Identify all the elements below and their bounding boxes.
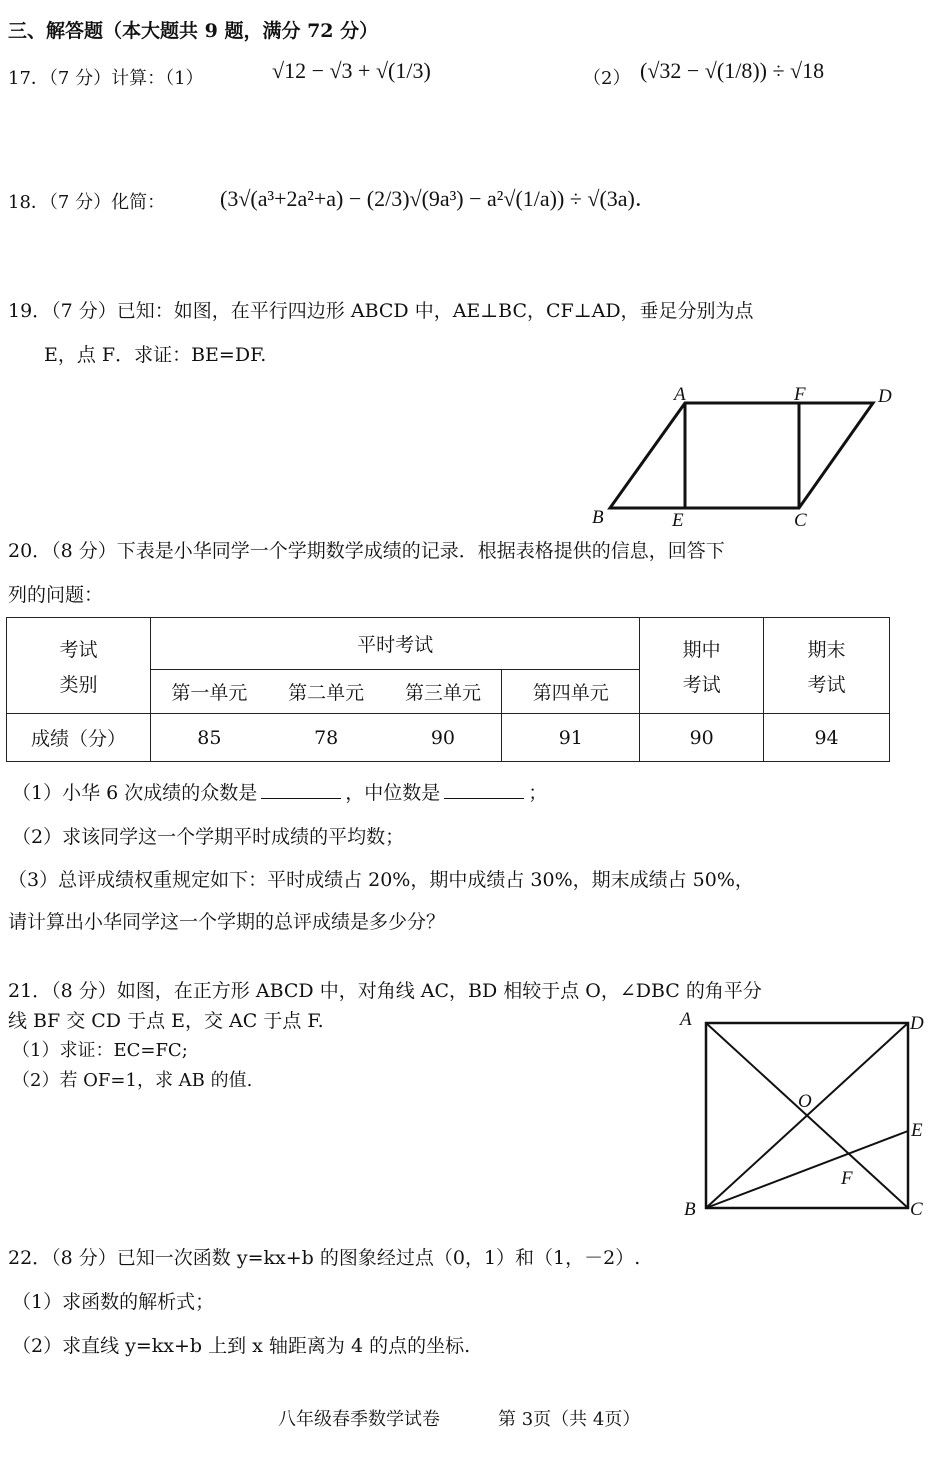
- section-heading: 三、解答题（本大题共 9 题，满分 72 分）: [8, 20, 379, 42]
- q20-line2: 列的问题：: [8, 584, 104, 606]
- label-b: B: [684, 1199, 696, 1220]
- q20-sub3-line2: 请计算出小华同学这一个学期的总评成绩是多少分？: [8, 911, 446, 933]
- q18-label: 18．（7 分）化简：: [8, 192, 166, 213]
- q19-line1: 19．（7 分）已知：如图，在平行四边形 ABCD 中，AE⊥BC，CF⊥AD，垂足分别为点: [8, 300, 754, 322]
- score-unit4: 91: [502, 714, 640, 762]
- parallelogram-abcd: [610, 403, 873, 508]
- parallelogram-figure: [580, 380, 910, 530]
- label-o: O: [798, 1091, 812, 1112]
- score-unit3: 90: [385, 714, 502, 762]
- row-header-cell: [7, 618, 151, 714]
- score-midterm: 90: [640, 714, 764, 762]
- q17-label: 17．（7 分）计算：（1）: [8, 68, 204, 89]
- label-c: C: [910, 1199, 923, 1220]
- bisector-be: [706, 1131, 908, 1208]
- final-header-cell: [764, 618, 890, 714]
- sub-header-unit3: 第三单元: [404, 682, 481, 704]
- q21-sub1: （1）求证：EC=FC;: [12, 1040, 188, 1061]
- q20-sub1-b: ，中位数是: [345, 782, 441, 804]
- q22-line1: 22．（8 分）已知一次函数 y=kx+b 的图象经过点（0，1）和（1，－2）.: [8, 1247, 641, 1269]
- label-f: F: [794, 384, 806, 405]
- q17-expr2: (√32 − √(1/8)) ÷ √18: [640, 58, 825, 83]
- q18-expr: (3√(a³+2a²+a) − (2/3)√(9a³) − a²√(1/a)) ÷ √(3a)．: [220, 186, 657, 211]
- q22-sub1: （1）求函数的解析式；: [12, 1291, 215, 1313]
- score-final: 94: [764, 714, 890, 762]
- q20-sub1: [12, 778, 547, 805]
- q21-line2: 线 BF 交 CD 于点 E，交 AC 于点 F.: [8, 1010, 324, 1032]
- q20-sub1-c: ；: [528, 782, 548, 804]
- midterm-header-cell: [640, 618, 764, 714]
- q21-line1: 21．（8 分）如图，在正方形 ABCD 中，对角线 AC，BD 相较于点 O，∠DBC 的角平分: [8, 980, 762, 1002]
- label-b: B: [592, 507, 604, 528]
- q20-sub1-a: （1）小华 6 次成绩的众数是: [12, 782, 258, 804]
- q17-part2-label: （2）: [583, 68, 631, 89]
- q17-expr1: √12 − √3 + √(1/3): [272, 58, 431, 83]
- row-header-line2: 类别: [59, 673, 98, 696]
- final-line1: 期末: [807, 638, 846, 661]
- q22-sub2: （2）求直线 y=kx+b 上到 x 轴距离为 4 的点的坐标.: [12, 1335, 471, 1357]
- footer-page-number: 第 3页（共 4页）: [498, 1409, 641, 1430]
- label-e: E: [672, 510, 684, 530]
- midterm-line1: 期中: [682, 638, 721, 661]
- score-unit1: 85: [150, 714, 267, 762]
- label-d: D: [910, 1013, 924, 1034]
- square-figure: [670, 1005, 935, 1225]
- mode-answer-blank[interactable]: [261, 780, 341, 799]
- q19-line2: E，点 F．求证：BE=DF.: [44, 344, 267, 366]
- label-e: E: [911, 1120, 923, 1141]
- sub-header-unit1: 第一单元: [171, 682, 248, 704]
- label-a: A: [674, 384, 686, 405]
- score-table: [6, 617, 890, 762]
- q20-line1: 20．（8 分）下表是小华同学一个学期数学成绩的记录．根据表格提供的信息，回答下: [8, 540, 725, 562]
- sub-header-unit4: 第四单元: [502, 670, 640, 714]
- q21-sub2: （2）若 OF=1，求 AB 的值.: [12, 1070, 253, 1091]
- q20-sub3-line1: （3）总评成绩权重规定如下：平时成绩占 20%，期中成绩占 30%，期末成绩占 50%，: [8, 869, 754, 891]
- sub-header-unit2: 第二单元: [288, 682, 365, 704]
- footer-title: 八年级春季数学试卷: [278, 1409, 440, 1430]
- q20-sub2: （2）求该同学这一个学期平时成绩的平均数；: [12, 826, 405, 848]
- label-d: D: [878, 386, 892, 407]
- group-header: 平时考试: [150, 618, 639, 670]
- label-f: F: [841, 1168, 853, 1189]
- final-line2: 考试: [807, 673, 846, 696]
- row-header-line1: 考试: [59, 638, 98, 661]
- label-c: C: [794, 510, 807, 530]
- score-label: 成绩（分）: [7, 714, 151, 762]
- label-a: A: [680, 1009, 692, 1030]
- midterm-line2: 考试: [682, 673, 721, 696]
- score-unit2: 78: [268, 714, 385, 762]
- median-answer-blank[interactable]: [444, 780, 524, 799]
